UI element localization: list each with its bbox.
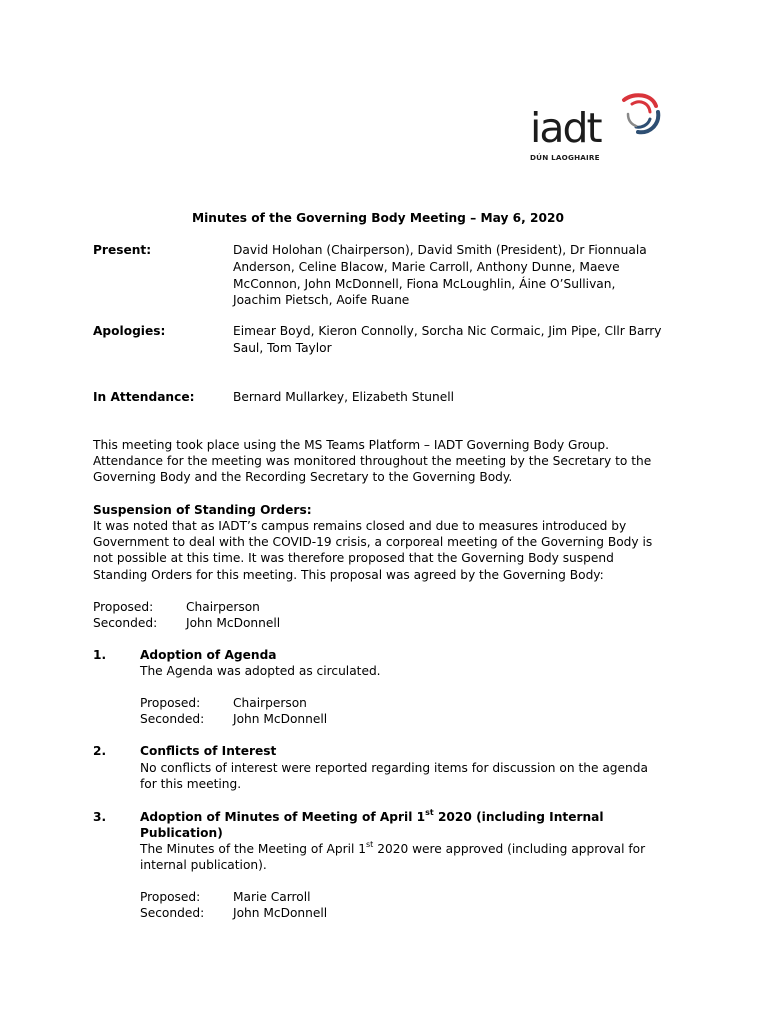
item-body-part: The Minutes of the Meeting of April 1 (140, 842, 367, 856)
item-body-line: No conflicts of interest were reported regarding items for discussion on the agenda (140, 761, 648, 775)
suspension-line: Government to deal with the COVID-19 crisis, a corporeal meeting of the Governing Body is (93, 535, 653, 549)
item-heading (140, 809, 604, 825)
item-number: 3. (93, 810, 107, 824)
proposed-value: Chairperson (186, 600, 260, 614)
suspension-heading: Suspension of Standing Orders: (93, 503, 312, 517)
item-body-line: internal publication). (140, 858, 267, 872)
suspension-line: not possible at this time. It was therefore proposed that the Governing Body suspend (93, 551, 614, 565)
item-body-line: for this meeting. (140, 777, 242, 791)
proposed-value: Chairperson (233, 696, 307, 710)
seconded-value: John McDonnell (186, 616, 281, 630)
seconded-label: Seconded: (140, 712, 205, 726)
present-line: Anderson, Celine Blacow, Marie Carroll, Anthony Dunne, Maeve (233, 260, 620, 274)
item-heading: Conflicts of Interest (140, 744, 277, 758)
item-body: The Agenda was adopted as circulated. (140, 664, 381, 678)
item-number: 2. (93, 744, 107, 758)
apologies-line: Eimear Boyd, Kieron Connolly, Sorcha Nic Cormaic, Jim Pipe, Cllr Barry (233, 324, 662, 338)
item-heading: Adoption of Agenda (140, 648, 277, 662)
suspension-line: It was noted that as IADT’s campus remains closed and due to measures introduced by (93, 519, 627, 533)
seconded-label: Seconded: (93, 616, 158, 630)
seconded-value: John McDonnell (233, 906, 328, 920)
intro-line: This meeting took place using the MS Teams Platform – IADT Governing Body Group. (93, 438, 610, 452)
page-title: Minutes of the Governing Body Meeting – May 6, 2020 (192, 211, 564, 225)
suspension-line: Standing Orders for this meeting. This proposal was agreed by the Governing Body: (93, 568, 604, 582)
attendance-label: In Attendance: (93, 390, 195, 404)
item-body-sup: st (366, 839, 374, 849)
intro-line: Governing Body and the Recording Secretary to the Governing Body. (93, 470, 513, 484)
logo-swirl-icon (618, 92, 662, 136)
intro-line: Attendance for the meeting was monitored throughout the meeting by the Secretary to the (93, 454, 652, 468)
iadt-logo (530, 92, 662, 168)
attendance-value: Bernard Mullarkey, Elizabeth Stunell (233, 390, 455, 404)
present-line: Joachim Pietsch, Aoife Ruane (233, 293, 410, 307)
logo-subtitle: DÚN LAOGHAIRE (530, 153, 600, 162)
proposed-label: Proposed: (140, 890, 201, 904)
item-heading-part: 2020 (including Internal (433, 810, 604, 824)
logo-wordmark: iadt (530, 104, 601, 152)
present-label: Present: (93, 243, 152, 257)
item-heading-line2: Publication) (140, 826, 223, 840)
proposed-value: Marie Carroll (233, 890, 311, 904)
item-heading-sup: st (425, 807, 434, 817)
apologies-label: Apologies: (93, 324, 166, 338)
item-number: 1. (93, 648, 107, 662)
apologies-line: Saul, Tom Taylor (233, 341, 332, 355)
proposed-label: Proposed: (140, 696, 201, 710)
proposed-label: Proposed: (93, 600, 154, 614)
item-heading-part: Adoption of Minutes of Meeting of April 1 (140, 810, 426, 824)
present-line: David Holohan (Chairperson), David Smith (President), Dr Fionnuala (233, 243, 647, 257)
item-body-line (140, 841, 645, 857)
present-line: McConnon, John McDonnell, Fiona McLoughlin, Áine O’Sullivan, (233, 277, 616, 291)
seconded-label: Seconded: (140, 906, 205, 920)
item-body-part: 2020 were approved (including approval for (373, 842, 646, 856)
seconded-value: John McDonnell (233, 712, 328, 726)
